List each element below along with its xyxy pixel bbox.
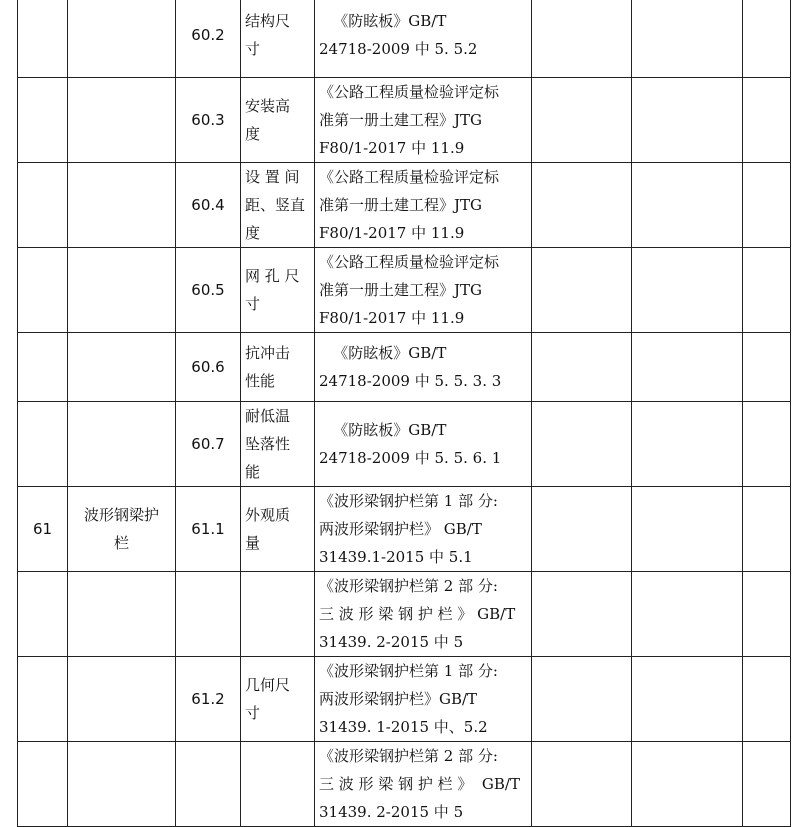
empty-cell: [532, 333, 632, 402]
row-number-cell: [18, 78, 68, 163]
table-row: [18, 572, 791, 657]
empty-cell: [632, 487, 743, 572]
empty-cell: [532, 487, 632, 572]
empty-cell: [532, 402, 632, 487]
product-name-cell: [68, 333, 176, 402]
standard-text: 《公路工程质量检验评定标 准第一册土建工程》JTG F80/1-2017 中 11.9: [319, 168, 500, 242]
standard-text: 《防眩板》GB/T 24718-2009 中 5. 5. 3. 3: [319, 344, 502, 390]
product-name-cell: [68, 78, 176, 163]
empty-cell: [743, 402, 791, 487]
standard-text: 《波形梁钢护栏第 1 部 分: 两波形梁钢护栏》GB/T 31439. 1-2015 中、5.2: [319, 662, 498, 736]
row-number-cell: [18, 572, 68, 657]
test-item-text: 网 孔 尺 寸: [245, 267, 300, 313]
test-item-cell: [241, 0, 315, 78]
inspection-standards-table: [17, 0, 791, 827]
row-number-cell: [18, 163, 68, 248]
product-name-cell: [68, 657, 176, 742]
sub-number-cell: [176, 572, 241, 657]
standard-text: 《公路工程质量检验评定标 准第一册土建工程》JTG F80/1-2017 中 11.9: [319, 253, 500, 327]
empty-cell: [632, 402, 743, 487]
standard-cell: [315, 487, 532, 572]
empty-cell: [532, 248, 632, 333]
table-row: [18, 0, 791, 78]
product-name-cell: [68, 0, 176, 78]
empty-cell: [632, 742, 743, 827]
empty-cell: [743, 78, 791, 163]
product-name-cell: [68, 487, 176, 572]
row-number-cell: [18, 333, 68, 402]
standard-cell: [315, 248, 532, 333]
standard-cell: [315, 163, 532, 248]
test-item-cell: [241, 657, 315, 742]
table-row: [18, 163, 791, 248]
sub-number-cell: 61.2: [176, 657, 241, 742]
product-name-text: 波形钢梁护 栏: [83, 506, 159, 552]
test-item-text: 设 置 间 距、竖直 度: [245, 168, 306, 242]
test-item-cell: [241, 163, 315, 248]
standard-text: 《波形梁钢护栏第 1 部 分: 两波形梁钢护栏》 GB/T 31439.1-2015 中 5.1: [319, 492, 498, 566]
standard-text: 《波形梁钢护栏第 2 部 分: 三 波 形 梁 钢 护 栏 》 GB/T 31439. 2-2015 中 5: [319, 577, 516, 651]
table-row: [18, 402, 791, 487]
empty-cell: [632, 163, 743, 248]
table-row: [18, 487, 791, 572]
test-item-cell: [241, 333, 315, 402]
test-item-text: 几何尺 寸: [245, 676, 291, 722]
empty-cell: [743, 248, 791, 333]
table-row: [18, 78, 791, 163]
sub-number-cell: [176, 742, 241, 827]
table-row: [18, 248, 791, 333]
sub-number-cell: 60.2: [176, 0, 241, 78]
empty-cell: [632, 78, 743, 163]
test-item-cell: [241, 742, 315, 827]
empty-cell: [632, 572, 743, 657]
empty-cell: [532, 572, 632, 657]
empty-cell: [743, 572, 791, 657]
test-item-text: 安装高 度: [245, 97, 291, 143]
product-name-cell: [68, 248, 176, 333]
row-number-cell: [18, 0, 68, 78]
test-item-cell: [241, 248, 315, 333]
table-row: [18, 333, 791, 402]
sub-number-cell: 60.7: [176, 402, 241, 487]
sub-number-cell: 60.4: [176, 163, 241, 248]
test-item-cell: [241, 487, 315, 572]
standard-text: 《防眩板》GB/T 24718-2009 中 5. 5.2: [319, 12, 478, 58]
row-number-cell: [18, 742, 68, 827]
test-item-cell: [241, 572, 315, 657]
standard-cell: [315, 572, 532, 657]
standard-cell: [315, 657, 532, 742]
empty-cell: [632, 657, 743, 742]
standard-text: 《公路工程质量检验评定标 准第一册土建工程》JTG F80/1-2017 中 11.9: [319, 83, 500, 157]
product-name-cell: [68, 163, 176, 248]
standard-text: 《防眩板》GB/T 24718-2009 中 5. 5. 6. 1: [319, 421, 502, 467]
standard-cell: [315, 78, 532, 163]
standard-cell: [315, 402, 532, 487]
empty-cell: [743, 487, 791, 572]
empty-cell: [632, 248, 743, 333]
empty-cell: [532, 163, 632, 248]
test-item-text: 抗冲击 性能: [245, 344, 291, 390]
sub-number-cell: 60.6: [176, 333, 241, 402]
standard-text: 《波形梁钢护栏第 2 部 分: 三 波 形 梁 钢 护 栏 》 GB/T 31439. 2-2015 中 5: [319, 747, 520, 821]
empty-cell: [632, 333, 743, 402]
product-name-cell: [68, 402, 176, 487]
row-number-cell: 61: [18, 487, 68, 572]
test-item-cell: [241, 402, 315, 487]
sub-number-cell: 61.1: [176, 487, 241, 572]
empty-cell: [532, 78, 632, 163]
test-item-text: 结构尺 寸: [245, 12, 291, 58]
test-item-text: 耐低温 坠落性 能: [245, 407, 291, 481]
test-item-text: 外观质 量: [245, 506, 291, 552]
empty-cell: [532, 742, 632, 827]
empty-cell: [743, 163, 791, 248]
empty-cell: [743, 742, 791, 827]
empty-cell: [743, 333, 791, 402]
empty-cell: [743, 0, 791, 78]
empty-cell: [632, 0, 743, 78]
product-name-cell: [68, 742, 176, 827]
sub-number-cell: 60.5: [176, 248, 241, 333]
standard-cell: [315, 0, 532, 78]
empty-cell: [532, 657, 632, 742]
row-number-cell: [18, 657, 68, 742]
empty-cell: [532, 0, 632, 78]
sub-number-cell: 60.3: [176, 78, 241, 163]
standard-cell: [315, 742, 532, 827]
standard-cell: [315, 333, 532, 402]
empty-cell: [743, 657, 791, 742]
row-number-cell: [18, 248, 68, 333]
table-row: [18, 742, 791, 827]
product-name-cell: [68, 572, 176, 657]
test-item-cell: [241, 78, 315, 163]
table-row: [18, 657, 791, 742]
row-number-cell: [18, 402, 68, 487]
